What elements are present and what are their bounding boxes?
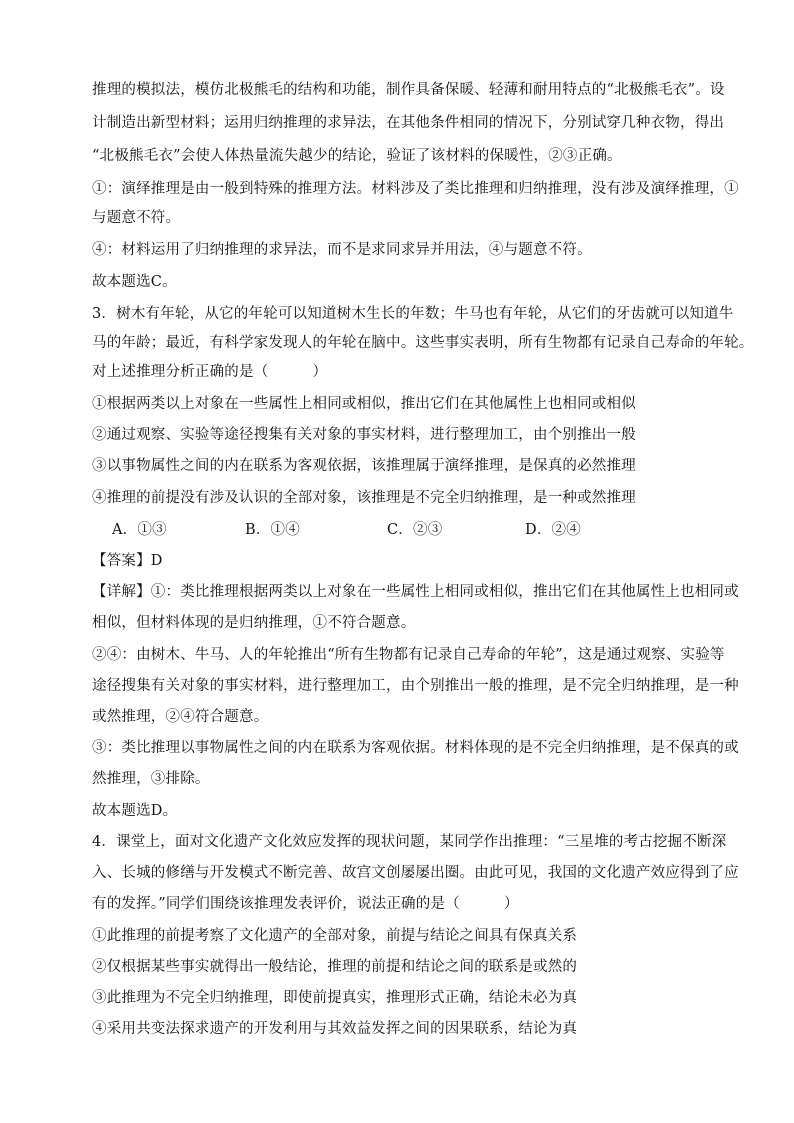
explanation-line: ③：类比推理以事物属性之间的内在联系为客观依据。材料体现的是不完全归纳推理，是不保真的或 [92, 740, 739, 756]
text-line: 故本题选C。 [92, 274, 177, 290]
text-line: ①：演绎推理是由一般到特殊的推理方法。材料涉及了类比推理和归纳推理，没有涉及演绎推理，① [92, 181, 739, 197]
statement-1: ①根据两类以上对象在一些属性上相同或相似，推出它们在其他属性上也相同或相似 [92, 396, 636, 412]
statement-3: ③此推理为不完全归纳推理，即使前提真实，推理形式正确，结论未必为真 [92, 990, 578, 1006]
explanation-line: 或然推理，②④符合题意。 [92, 709, 269, 725]
question-4-stem: 有的发挥。”同学们围绕该推理发表评价，说法正确的是（ ） [92, 896, 519, 912]
text-line: ④：材料运用了归纳推理的求异法，而不是求同求异并用法，④与题意不符。 [92, 242, 592, 258]
question-3-stem: 对上述推理分析正确的是（ ） [92, 364, 328, 380]
question-3-stem: 3．树木有年轮，从它的年轮可以知道树木生长的年数；牛马也有年轮，从它们的牙齿就可以知道牛 [92, 306, 734, 322]
question-4-stem: 入、长城的修缮与开发模式不断完善、故宫文创屡屡出圈。由此可见，我国的文化遗产效应得到了应 [92, 865, 739, 881]
text-line: 与题意不符。 [92, 210, 181, 226]
question-4-stem: 4．课堂上，面对文化遗产文化效应发挥的现状问题，某同学作出推理：“三星堆的考古挖掘不断深 [92, 834, 727, 850]
explanation-line: 【详解】①：类比推理根据两类以上对象在一些属性上相同或相似，推出它们在其他属性上也相同或 [92, 584, 739, 600]
statement-4: ④采用共变法探求遗产的开发利用与其效益发挥之间的因果联系，结论为真 [92, 1021, 578, 1037]
text-line: 推理的模拟法，模仿北极熊毛的结构和功能，制作具备保暖、轻薄和耐用特点的“北极熊毛衣”。设 [92, 82, 725, 98]
option-b: B．①④ [245, 522, 300, 538]
text-line: 计制造出新型材料；运用归纳推理的求异法，在其他条件相同的情况下，分别试穿几种衣物，得出 [92, 115, 725, 131]
explanation-line: ②④：由树木、牛马、人的年轮推出“所有生物都有记录自己寿命的年轮”，这是通过观察、实验等 [92, 647, 725, 663]
statement-3: ③以事物属性之间的内在联系为客观依据，该推理属于演绎推理，是保真的必然推理 [92, 458, 636, 474]
explanation-line: 故本题选D。 [92, 803, 178, 819]
option-c: C．②③ [387, 522, 443, 538]
explanation-line: 相似，但材料体现的是归纳推理，①不符合题意。 [92, 615, 416, 631]
option-d: D．②④ [525, 522, 581, 538]
statement-2: ②仅根据某些事实就得出一般结论，推理的前提和结论之间的联系是或然的 [92, 959, 578, 975]
question-3-stem: 马的年龄；最近，有科学家发现人的年轮在脑中。这些事实表明，所有生物都有记录自己寿命的年轮。 [92, 335, 754, 351]
explanation-line: 途径搜集有关对象的事实材料，进行整理加工，由个别推出一般的推理，是不完全归纳推理，是一种 [92, 678, 739, 694]
statement-1: ①此推理的前提考察了文化遗产的全部对象，前提与结论之间具有保真关系 [92, 928, 578, 944]
statement-2: ②通过观察、实验等途径搜集有关对象的事实材料，进行整理加工，由个别推出一般 [92, 427, 636, 443]
statement-4: ④推理的前提没有涉及认识的全部对象，该推理是不完全归纳推理，是一种或然推理 [92, 490, 636, 506]
option-a: A．①③ [112, 522, 167, 538]
text-line: “北极熊毛衣”会使人体热量流失越少的结论，验证了该材料的保暖性，②③正确。 [92, 148, 622, 164]
answer-label: 【答案】D [92, 553, 163, 569]
explanation-line: 然推理，③排除。 [92, 771, 210, 787]
